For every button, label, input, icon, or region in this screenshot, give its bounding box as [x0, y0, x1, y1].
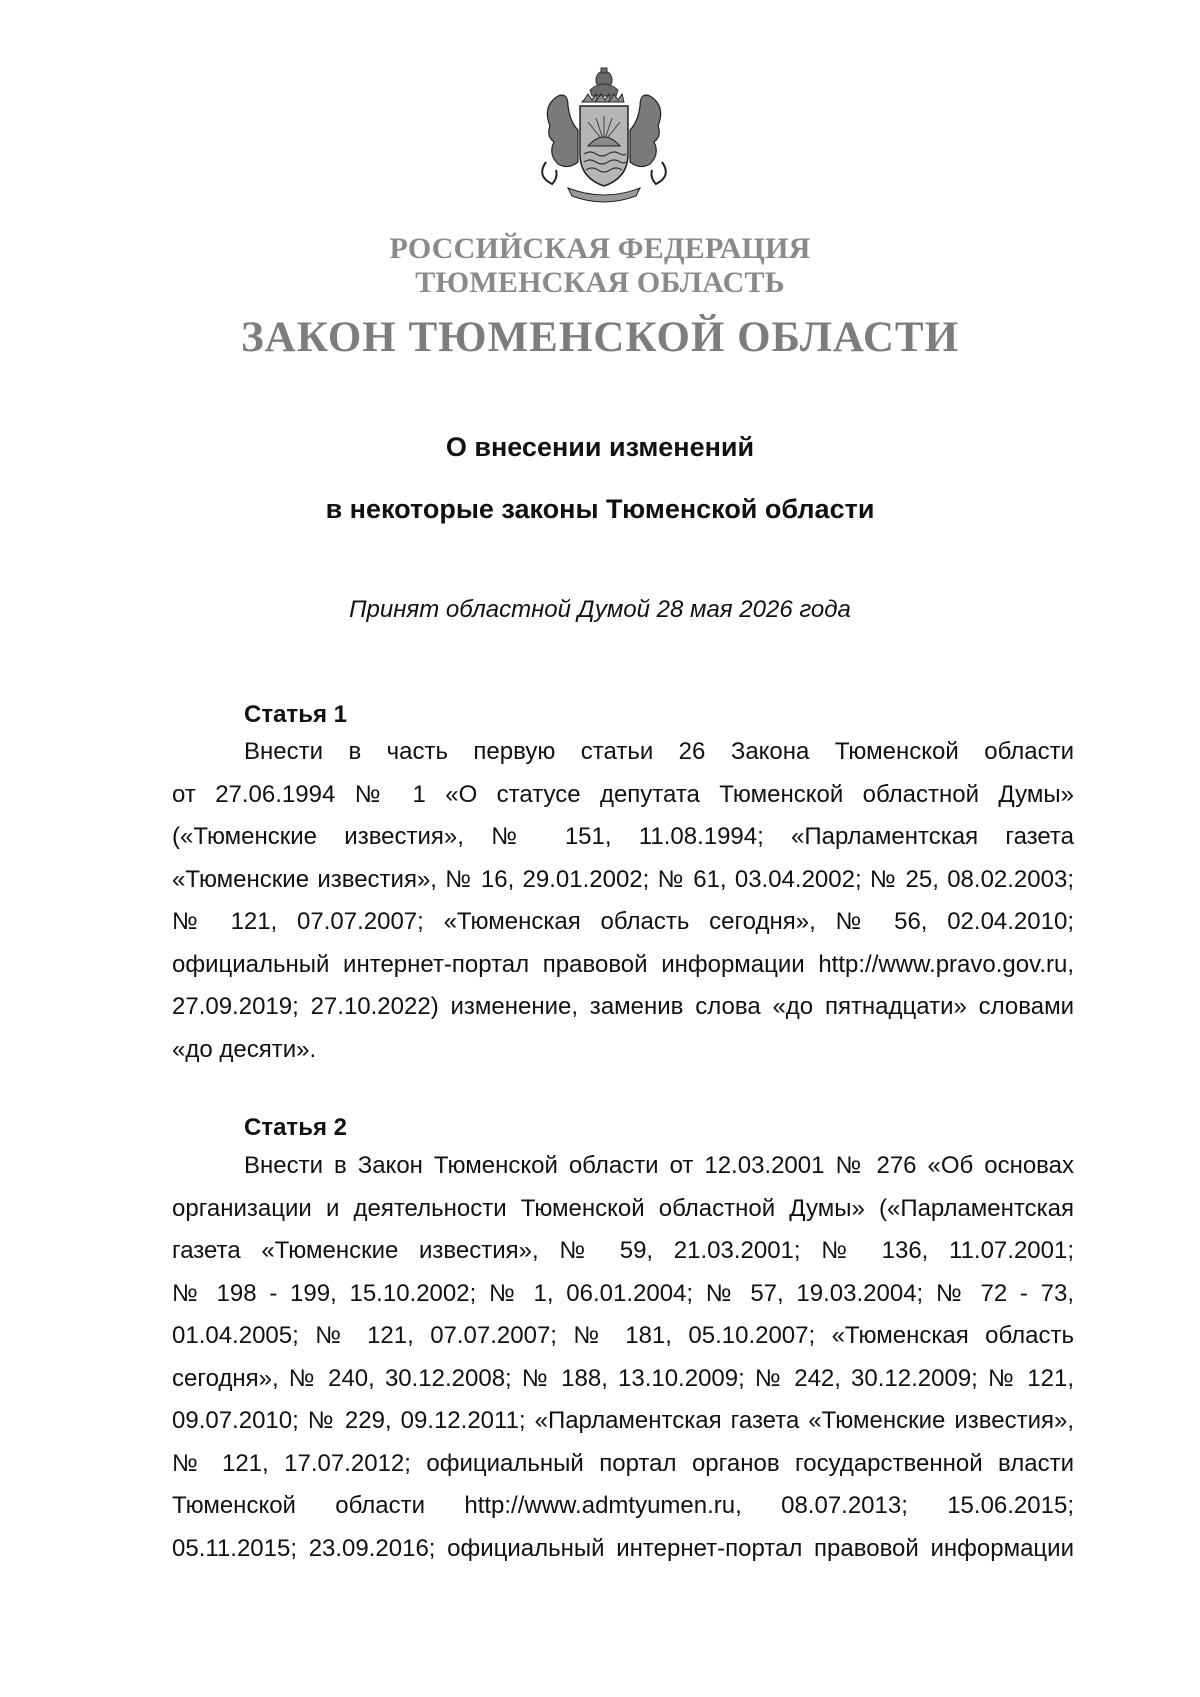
article-1-body [172, 731, 1074, 1071]
article-1-line: («Тюменские известия», № 151, 11.08.1994; «Парламентская газета [172, 823, 1074, 850]
article-2-line: 05.11.2015; 23.09.2016; официальный интернет-портал правовой информации [172, 1534, 1074, 1562]
article-2-line: газета «Тюменские известия», № 59, 21.03.2001; № 136, 11.07.2001; [172, 1237, 1074, 1264]
article-2-heading: Статья 2 [244, 1114, 347, 1141]
article-2-line: Тюменской области http://www.admtyumen.ru, 08.07.2013; 15.06.2015; [172, 1492, 1074, 1519]
article-1-line: «до десяти». [172, 1035, 317, 1063]
article-1-line: официальный интернет-портал правовой информации http://www.pravo.gov.ru, [172, 950, 1074, 978]
article-2-line: организации и деятельности Тюменской областной Думы» («Парламентская [172, 1194, 1074, 1222]
adoption-note: Принят областной Думой 28 мая 2026 года [349, 596, 851, 623]
article-1-heading: Статья 1 [244, 701, 347, 728]
article-1-line: от 27.06.1994 № 1 «О статусе депутата Тюменской областной Думы» [172, 780, 1074, 808]
article-2-line: Внести в Закон Тюменской области от 12.03.2001 № 276 «Об основах [244, 1152, 1074, 1179]
article-2-line: 09.07.2010; № 229, 09.12.2011; «Парламентская газета «Тюменские известия», [172, 1407, 1074, 1434]
article-2-line: 01.04.2005; № 121, 07.07.2007; № 181, 05.10.2007; «Тюменская область [172, 1322, 1074, 1349]
article-1-line: № 121, 07.07.2007; «Тюменская область сегодня», № 56, 02.04.2010; [172, 908, 1074, 935]
header-country: РОССИЙСКАЯ ФЕДЕРАЦИЯ [389, 232, 811, 265]
law-title-line-2: в некоторые законы Тюменской области [325, 494, 875, 524]
article-2-body [172, 1145, 1074, 1570]
article-2-line: № 121, 17.07.2012; официальный портал органов государственной власти [172, 1449, 1074, 1477]
article-2-line: сегодня», № 240, 30.12.2008; № 188, 13.10.2009; № 242, 30.12.2009; № 121, [172, 1364, 1074, 1392]
header-doc-type: ЗАКОН ТЮМЕНСКОЙ ОБЛАСТИ [240, 314, 960, 361]
law-title-line-1: О внесении изменений [445, 432, 755, 462]
header-region: ТЮМЕНСКАЯ ОБЛАСТЬ [415, 266, 785, 299]
coat-of-arms-emblem-icon [528, 66, 680, 206]
article-1-line: «Тюменские известия», № 16, 29.01.2002; № 61, 03.04.2002; № 25, 08.02.2003; [172, 865, 1074, 893]
article-1-line: Внести в часть первую статьи 26 Закона Тюменской области [244, 738, 1074, 765]
article-1-line: 27.09.2019; 27.10.2022) изменение, заменив слова «до пятнадцати» словами [172, 993, 1074, 1020]
article-2-line: № 198 - 199, 15.10.2002; № 1, 06.01.2004; № 57, 19.03.2004; № 72 - 73, [172, 1279, 1074, 1307]
